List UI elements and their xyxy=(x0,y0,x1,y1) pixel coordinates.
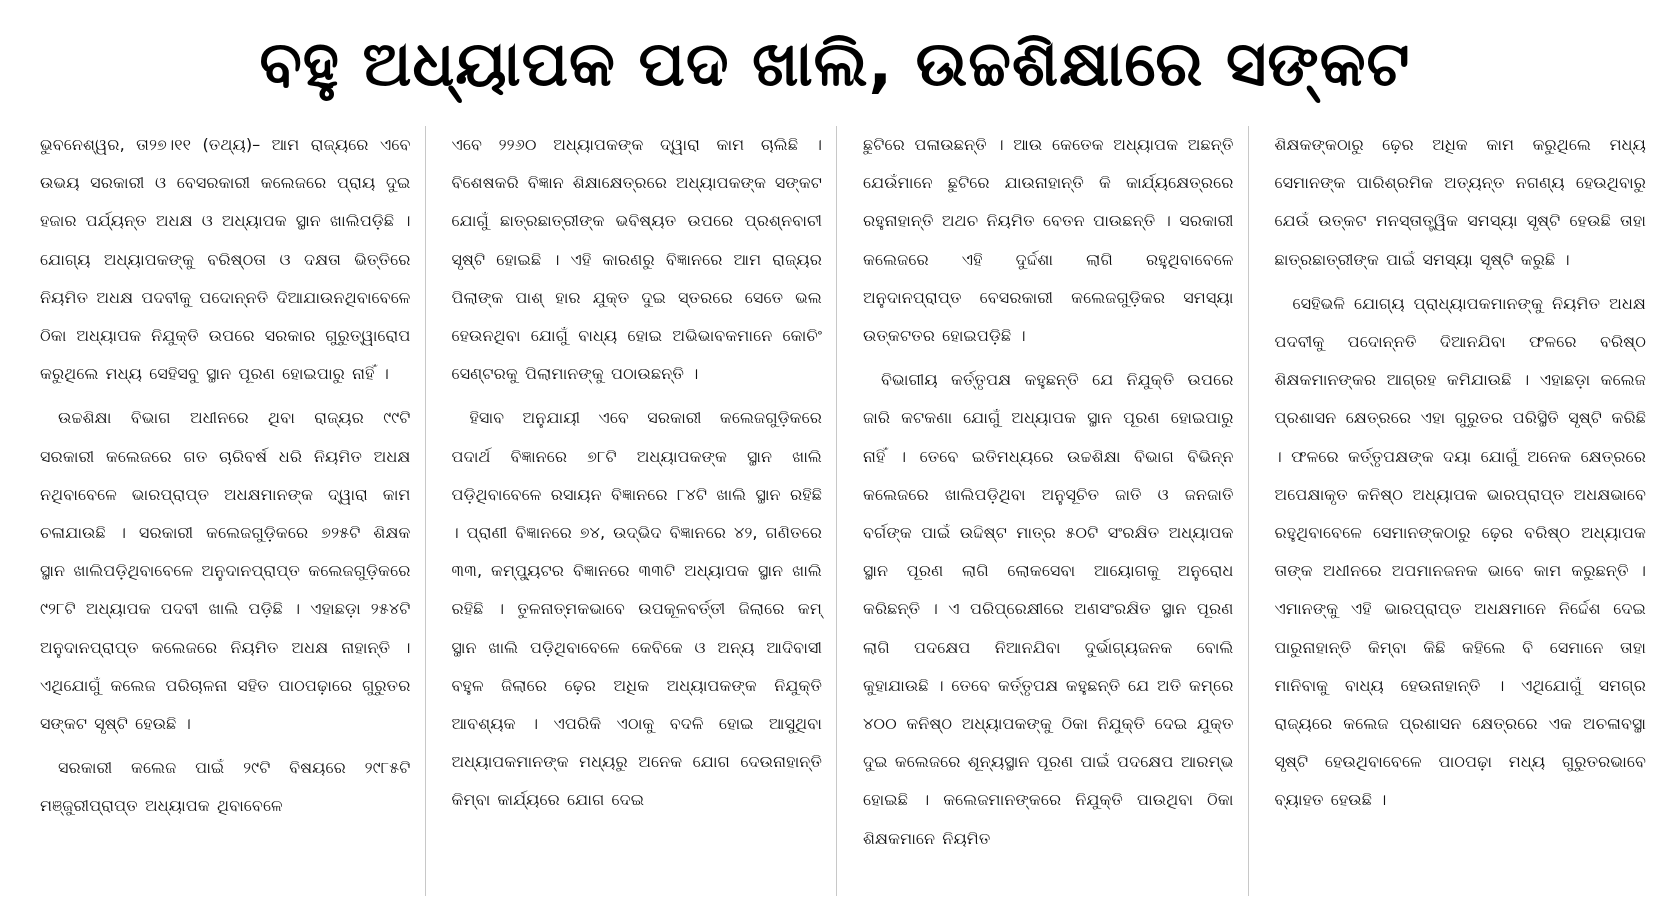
article-paragraph: ବିଭାଗୀୟ କର୍ତ୍ତୃପକ୍ଷ କହୁଛନ୍ତି ଯେ ନିଯୁକ୍ତି ଉପରେ ଜାରି କଟକଣା ଯୋଗୁଁ ଅଧ୍ୟାପକ ସ୍ଥାନ ପୂରଣ ହୋଇପାରୁ ନାହିଁ । ତେବେ ଇତିମଧ୍ୟରେ ଉଚ୍ଚଶିକ୍ଷା ବିଭାଗ ବିଭିନ୍ନ କଲେଜରେ ଖାଲିପଡ଼ିଥିବା ଅନୁସୂଚିତ ଜାତି ଓ ଜନଜାତି ବର୍ଗଙ୍କ ପାଇଁ ଉଦ୍ଦିଷ୍ଟ ମାତ୍ର ୫୦ଟି ସଂରକ୍ଷିତ ଅଧ୍ୟାପକ ସ୍ଥାନ ପୂରଣ ଲାଗି ଲୋକସେବା ଆୟୋଗକୁ ଅନୁରୋଧ କରିଛନ୍ତି । ଏ ପରିପ୍ରେକ୍ଷୀରେ ଅଣସଂରକ୍ଷିତ ସ୍ଥାନ ପୂରଣ ଲାଗି ପଦକ୍ଷେପ ନିଆନଯିବା ଦୁର୍ଭାଗ୍ୟଜନକ ବୋଲି କୁହାଯାଉଛି । ତେବେ କର୍ତ୍ତୃପକ୍ଷ କହୁଛନ୍ତି ଯେ ଅତି କମ୍‌ରେ ୪୦୦ କନିଷ୍ଠ ଅଧ୍ୟାପକଙ୍କୁ ଠିକା ନିଯୁକ୍ତି ଦେଇ ଯୁକ୍ତ ଦୁଇ କଲେଜରେ ଶୂନ୍ୟସ୍ଥାନ ପୂରଣ ପାଇଁ ପଦକ୍ଷେପ ଆରମ୍ଭ ହୋଇଛି । କଲେଜମାନଙ୍କରେ ନିଯୁକ୍ତି ପାଉଥିବା ଠିକା ଶିକ୍ଷକମାନେ ନିୟମିତ xyxy=(863,370,1234,848)
article-paragraph: ଏବେ ୨୨୬୦ ଅଧ୍ୟାପକଙ୍କ ଦ୍ୱାରା କାମ ଚାଲିଛି । ବିଶେଷକରି ବିଜ୍ଞାନ ଶିକ୍ଷାକ୍ଷେତ୍ରରେ ଅଧ୍ୟାପକଙ୍କ ସଙ୍କଟ ଯୋଗୁଁ ଛାତ୍ରଛାତ୍ରୀଙ୍କ ଭବିଷ୍ୟତ ଉପରେ ପ୍ରଶ୍ନବାଚୀ ସୃଷ୍ଟି ହୋଇଛି । ଏହି କାରଣରୁ ବିଜ୍ଞାନରେ ଆମ ରାଜ୍ୟର ପିଲାଙ୍କ ପାଶ୍ ହାର ଯୁକ୍ତ ଦୁଇ ସ୍ତରରେ ସେତେ ଭଲ ହେଉନଥିବା ଯୋଗୁଁ ବାଧ୍ୟ ହୋଇ ଅଭିଭାବକମାନେ କୋଚିଂ ସେଣ୍ଟରକୁ ପିଲାମାନଙ୍କୁ ପଠାଉଛନ୍ତି । xyxy=(451,135,822,384)
article-column-4 xyxy=(1275,126,1661,896)
article-paragraph: ହିସାବ ଅନୁଯାୟୀ ଏବେ ସରକାରୀ କଲେଜଗୁଡ଼ିକରେ ପଦାର୍ଥ ବିଜ୍ଞାନରେ ୭୮ଟି ଅଧ୍ୟାପକଙ୍କ ସ୍ଥାନ ଖାଲି ପଡ଼ିଥିବାବେଳେ ରସାୟନ ବିଜ୍ଞାନରେ ୮୪ଟି ଖାଲି ସ୍ଥାନ ରହିଛି । ପ୍ରାଣୀ ବିଜ୍ଞାନରେ ୭୪, ଉଦ୍ଭିଦ ବିଜ୍ଞାନରେ ୪୨, ଗଣିତରେ ୩୩, କମ୍ପ୍ୟୁଟର ବିଜ୍ଞାନରେ ୩୩ଟି ଅଧ୍ୟାପକ ସ୍ଥାନ ଖାଲି ରହିଛି । ତୁଳନାତ୍ମକଭାବେ ଉପକୂଳବର୍ତ୍ତୀ ଜିଲାରେ କମ୍ ସ୍ଥାନ ଖାଲି ପଡ଼ିଥିବାବେଳେ କେବିକେ ଓ ଅନ୍ୟ ଆଦିବାସୀ ବହୁଳ ଜିଲାରେ ଢ଼େର ଅଧିକ ଅଧ୍ୟାପକଙ୍କ ନିଯୁକ୍ତି ଆବଶ୍ୟକ । ଏପରିକି ଏଠାକୁ ବଦଳି ହୋଇ ଆସୁଥିବା ଅଧ୍ୟାପକମାନଙ୍କ ମଧ୍ୟରୁ ଅନେକ ଯୋଗ ଦେଉନାହାନ୍ତି କିମ୍ବା କାର୍ଯ୍ୟରେ ଯୋଗ ଦେଇ xyxy=(451,408,822,810)
article-paragraph: ଛୁଟିରେ ପଳାଉଛନ୍ତି । ଆଉ କେତେକ ଅଧ୍ୟାପକ ଅଛନ୍ତି ଯେଉଁମାନେ ଛୁଟିରେ ଯାଉନାହାନ୍ତି କି କାର୍ଯ୍ୟକ୍ଷେତ୍ରରେ ରହୁନାହାନ୍ତି ଅଥଚ ନିୟମିତ ବେତନ ପାଉଛନ୍ତି । ସରକାରୀ କଲେଜରେ ଏହି ଦୁର୍ଦ୍ଦଶା ଲାଗି ରହୁଥିବାବେଳେ ଅନୁଦାନପ୍ରାପ୍ତ ବେସରକାରୀ କଲେଜଗୁଡ଼ିକର ସମସ୍ୟା ଉତ୍କଟତର ହୋଇପଡ଼ିଛି । xyxy=(863,135,1234,346)
article-paragraph: ଉଚ୍ଚଶିକ୍ଷା ବିଭାଗ ଅଧୀନରେ ଥିବା ରାଜ୍ୟର ୯୯ଟି ସରକାରୀ କଲେଜରେ ଗତ ଚାରିବର୍ଷ ଧରି ନିୟମିତ ଅଧକ୍ଷ ନଥିବାବେଳେ ଭାରପ୍ରାପ୍ତ ଅଧକ୍ଷମାନଙ୍କ ଦ୍ୱାରା କାମ ଚଳାଯାଉଛି । ସରକାରୀ କଲେଜଗୁଡ଼ିକରେ ୭୨୫ଟି ଶିକ୍ଷକ ସ୍ଥାନ ଖାଲିପଡ଼ିଥିବାବେଳେ ଅନୁଦାନପ୍ରାପ୍ତ କଲେଜଗୁଡ଼ିକରେ ୯୨୮ଟି ଅଧ୍ୟାପକ ପଦବୀ ଖାଲି ପଡ଼ିଛି । ଏହାଛଡ଼ା ୨୫୪ଟି ଅନୁଦାନପ୍ରାପ୍ତ କଲେଜରେ ନିୟମିତ ଅଧକ୍ଷ ନାହାନ୍ତି । ଏଥିଯୋଗୁଁ କଲେଜ ପରିଚାଳନା ସହିତ ପାଠପଢ଼ାରେ ଗୁରୁତର ସଙ୍କଟ ସୃଷ୍ଟି ହେଉଛି । xyxy=(40,408,411,734)
article-paragraph: ଭୁବନେଶ୍ୱର, ତା୨୭।୧୧ (ତଥ୍ୟ)– ଆମ ରାଜ୍ୟରେ ଏବେ ଉଭୟ ସରକାରୀ ଓ ବେସରକାରୀ କଲେଜରେ ପ୍ରାୟ ଦୁଇ ହଜାର ପର୍ଯ୍ୟନ୍ତ ଅଧକ୍ଷ ଓ ଅଧ୍ୟାପକ ସ୍ଥାନ ଖାଲିପଡ଼ିଛି । ଯୋଗ୍ୟ ଅଧ୍ୟାପକଙ୍କୁ ବରିଷ୍ଠତା ଓ ଦକ୍ଷତା ଭିତ୍ତିରେ ନିୟମିତ ଅଧକ୍ଷ ପଦବୀକୁ ପଦୋନ୍ନତି ଦିଆଯାଉନଥିବାବେଳେ ଠିକା ଅଧ୍ୟାପକ ନିଯୁକ୍ତି ଉପରେ ସରକାର ଗୁରୁତ୍ୱାରୋପ କରୁଥିଲେ ମଧ୍ୟ ସେହିସବୁ ସ୍ଥାନ ପୂରଣ ହୋଇପାରୁ ନାହିଁ । xyxy=(40,135,411,384)
article-column-3 xyxy=(863,126,1249,896)
article-column-2 xyxy=(452,126,838,896)
article-body xyxy=(40,126,1660,896)
article-paragraph: ଶିକ୍ଷକଙ୍କଠାରୁ ଢ଼େର ଅଧିକ କାମ କରୁଥିଲେ ମଧ୍ୟ ସେମାନଙ୍କ ପାରିଶ୍ରମିକ ଅତ୍ୟନ୍ତ ନଗଣ୍ୟ ହେଉଥିବାରୁ ଯେଉଁ ଉତ୍କଟ ମନସ୍ତାତ୍ତ୍ୱିକ ସମସ୍ୟା ସୃଷ୍ଟି ହେଉଛି ତାହା ଛାତ୍ରଛାତ୍ରୀଙ୍କ ପାଇଁ ସମସ୍ୟା ସୃଷ୍ଟି କରୁଛି । xyxy=(1274,135,1646,269)
article-column-1 xyxy=(40,126,426,896)
article-paragraph: ସେହିଭଳି ଯୋଗ୍ୟ ପ୍ରାଧ୍ୟାପକମାନଙ୍କୁ ନିୟମିତ ଅଧକ୍ଷ ପଦବୀକୁ ପଦୋନ୍ନତି ଦିଆନଯିବା ଫଳରେ ବରିଷ୍ଠ ଶିକ୍ଷକମାନଙ୍କର ଆଗ୍ରହ କମିଯାଉଛି । ଏହାଛଡ଼ା କଲେଜ ପ୍ରଶାସନ କ୍ଷେତ୍ରରେ ଏହା ଗୁରୁତର ପରିସ୍ଥିତି ସୃଷ୍ଟି କରିଛି । ଫଳରେ କର୍ତ୍ତୃପକ୍ଷଙ୍କ ଦୟା ଯୋଗୁଁ ଅନେକ କ୍ଷେତ୍ରରେ ଅପେକ୍ଷାକୃତ କନିଷ୍ଠ ଅଧ୍ୟାପକ ଭାରପ୍ରାପ୍ତ ଅଧକ୍ଷଭାବେ ରହୁଥିବାବେଳେ ସେମାନଙ୍କଠାରୁ ଢ଼େର ବରିଷ୍ଠ ଅଧ୍ୟାପକ ତାଙ୍କ ଅଧୀନରେ ଅପମାନଜନକ ଭାବେ କାମ କରୁଛନ୍ତି । ଏମାନଙ୍କୁ ଏହି ଭାରପ୍ରାପ୍ତ ଅଧକ୍ଷମାନେ ନିର୍ଦ୍ଦେଶ ଦେଇ ପାରୁନାହାନ୍ତି କିମ୍ବା କିଛି କହିଲେ ବି ସେମାନେ ତାହା ମାନିବାକୁ ବାଧ୍ୟ ହେଉନାହାନ୍ତି । ଏଥିଯୋଗୁଁ ସମଗ୍ର ରାଜ୍ୟରେ କଲେଜ ପ୍ରଶାସନ କ୍ଷେତ୍ରରେ ଏକ ଅଚଳାବସ୍ଥା ସୃଷ୍ଟି ହେଉଥିବାବେଳେ ପାଠପଢ଼ା ମଧ୍ୟ ଗୁରୁତରଭାବେ ବ୍ୟାହତ ହେଉଛି । xyxy=(1274,293,1646,810)
article-headline: ବହୁ ଅଧ୍ୟାପକ ପଦ ଖାଲି, ଉଚ୍ଚଶିକ୍ଷାରେ ସଙ୍କଟ xyxy=(259,27,1411,100)
article-paragraph: ସରକାରୀ କଲେଜ ପାଇଁ ୨୯ଟି ବିଷୟରେ ୨୯୮୫ଟି ମଞ୍ଜୁରୀପ୍ରାପ୍ତ ଅଧ୍ୟାପକ ଥିବାବେଳେ xyxy=(40,758,411,816)
